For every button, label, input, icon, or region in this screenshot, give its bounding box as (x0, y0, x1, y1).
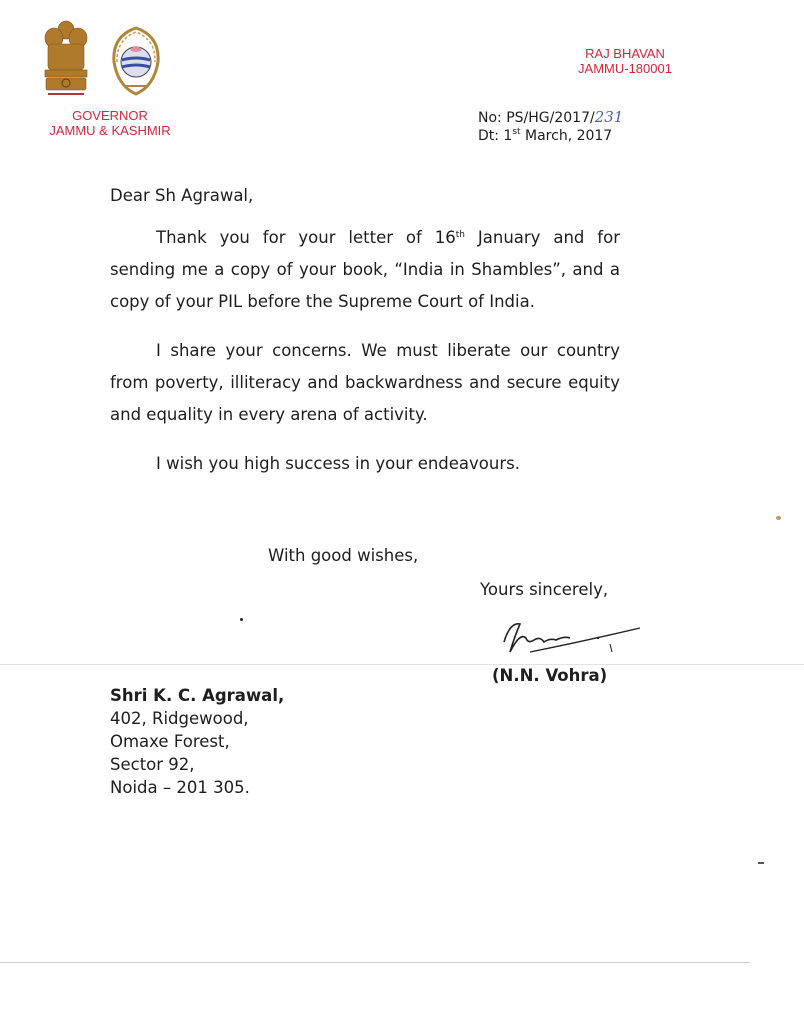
handwritten-number: 231 (594, 108, 624, 126)
closing-wishes: With good wishes, (268, 546, 419, 565)
address-line-2: Omaxe Forest, (110, 732, 230, 751)
raj-bhavan-address (570, 46, 680, 76)
ink-speck (758, 862, 764, 864)
fold-line-upper (0, 664, 804, 665)
ink-speck (776, 516, 781, 520)
paragraph-1: Thank you for your letter of 16th January and for sending me a copy of your book, “India in Shambles”, and a copy of your PIL before the Supreme Court of India. (110, 228, 620, 311)
national-emblem-icon (40, 18, 92, 100)
address-line-4: Noida – 201 305. (110, 778, 250, 797)
reference-number: No: PS/HG/2017/231 (478, 108, 624, 126)
raj-bhavan-title: RAJ BHAVAN (585, 46, 665, 61)
address-line-3: Sector 92, (110, 755, 195, 774)
paragraph-2: I share your concerns. We must liberate our country from poverty, illiteracy and backwardness and secure equity and equality in every arena of activity. (110, 341, 620, 424)
governor-state: JAMMU & KASHMIR (49, 123, 171, 138)
governor-heading (40, 108, 180, 138)
address-line-1: 402, Ridgewood, (110, 709, 249, 728)
recipient-address (110, 684, 284, 799)
ink-speck (240, 618, 243, 621)
fold-line-lower (0, 962, 750, 963)
closing-sign-off: Yours sincerely, (480, 580, 609, 599)
signatory-name: (N.N. Vohra) (492, 666, 608, 685)
reference-block (478, 108, 623, 145)
jk-state-emblem-icon (108, 22, 164, 98)
governor-title: GOVERNOR (72, 108, 148, 123)
salutation: Dear Sh Agrawal, (110, 186, 254, 205)
raj-bhavan-city: JAMMU-180001 (578, 61, 672, 76)
letter-body (110, 180, 620, 497)
recipient-name: Shri K. C. Agrawal, (110, 686, 285, 705)
paragraph-3: I wish you high success in your endeavours. (156, 454, 520, 473)
letter-date: Dt: 1st March, 2017 (478, 127, 613, 144)
signature-icon (490, 612, 650, 668)
